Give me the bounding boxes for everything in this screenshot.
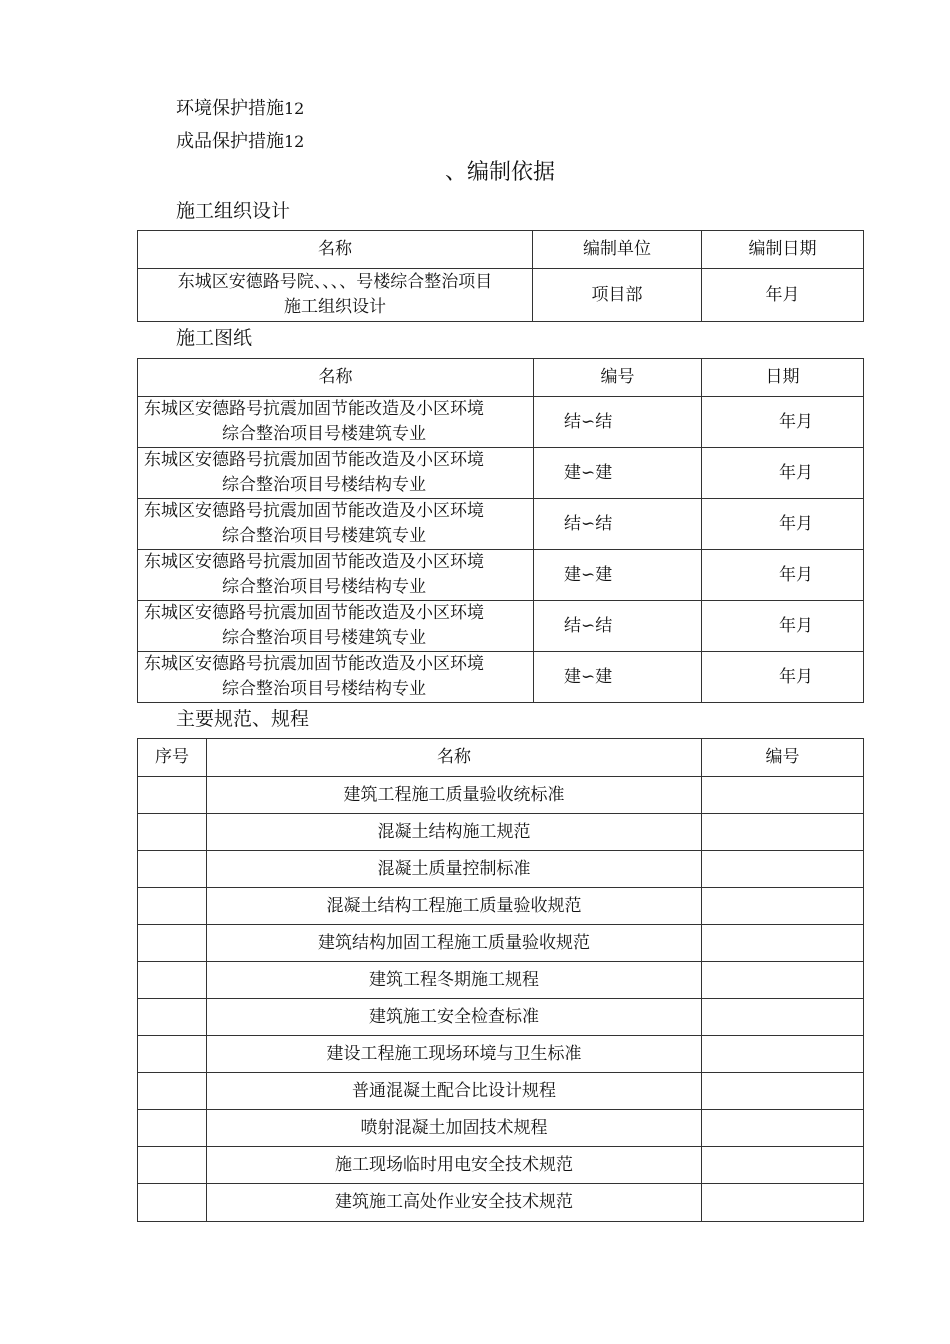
drawing-name-line1: 东城区安德路号抗震加固节能改造及小区环境 [144,654,484,674]
standard-no-cell [138,925,207,962]
table-row [138,999,864,1036]
design-date-cell: 年月 [702,269,864,322]
standard-no-cell [138,777,207,814]
design-heading: 施工组织设计 [176,200,291,222]
drawing-name-line1: 东城区安德路号抗震加固节能改造及小区环境 [144,399,484,419]
standard-no-cell [138,1073,207,1110]
standard-code-cell [702,814,864,851]
drawing-name-line1: 东城区安德路号抗震加固节能改造及小区环境 [144,603,484,623]
toc-entry-page: 12 [284,132,305,151]
standard-code-cell [702,999,864,1036]
col-header-name: 名称 [138,359,534,397]
table-row [138,652,864,703]
drawing-date-cell: 年月 [702,550,864,601]
table-row [138,777,864,814]
drawing-name-line2: 综合整治项目号楼结构专业 [222,679,426,699]
drawing-name-line2: 综合整治项目号楼结构专业 [222,577,426,597]
drawing-code-cell: 结∽结 [534,397,702,448]
standard-code-cell [702,1184,864,1222]
standard-name-cell: 建筑结构加固工程施工质量验收规范 [207,925,702,962]
table-row [138,1184,864,1222]
section-title: 、编制依据 [444,160,555,185]
standard-code-cell [702,1073,864,1110]
standard-name-cell: 建筑施工高处作业安全技术规范 [207,1184,702,1222]
standard-name-cell: 混凝土结构工程施工质量验收规范 [207,888,702,925]
table-row [138,851,864,888]
standards-heading: 主要规范、规程 [176,708,310,730]
standard-name-cell: 建筑工程冬期施工规程 [207,962,702,999]
standard-no-cell [138,999,207,1036]
standard-name-cell: 建设工程施工现场环境与卫生标准 [207,1036,702,1073]
standard-no-cell [138,851,207,888]
table-row [138,1147,864,1184]
standards-table [137,738,864,1222]
design-name-cell [138,269,533,322]
col-header-name: 名称 [207,739,702,777]
drawing-code-cell: 建∽建 [534,550,702,601]
drawing-code-cell: 建∽建 [534,448,702,499]
col-header-name: 名称 [138,231,533,269]
standard-name-cell: 混凝土质量控制标准 [207,851,702,888]
standard-code-cell [702,962,864,999]
table-row [138,962,864,999]
drawing-name-line2: 综合整治项目号楼建筑专业 [222,628,426,648]
standard-name-cell: 建筑施工安全检查标准 [207,999,702,1036]
drawing-name-cell [138,550,534,601]
standard-code-cell [702,851,864,888]
table-row [138,601,864,652]
drawing-name-line2: 综合整治项目号楼建筑专业 [222,526,426,546]
table-row [138,499,864,550]
col-header-date: 日期 [702,359,864,397]
design-name-line2: 施工组织设计 [284,297,386,317]
drawing-name-line2: 综合整治项目号楼建筑专业 [222,424,426,444]
drawing-name-line2: 综合整治项目号楼结构专业 [222,475,426,495]
col-header-code: 编号 [702,739,864,777]
toc-entry [176,97,304,121]
drawing-name-line1: 东城区安德路号抗震加固节能改造及小区环境 [144,552,484,572]
col-header-unit: 编制单位 [533,231,702,269]
table-row [138,925,864,962]
drawing-name-cell [138,397,534,448]
design-unit-cell: 项目部 [533,269,702,322]
drawing-date-cell: 年月 [702,397,864,448]
drawings-heading: 施工图纸 [176,327,253,349]
design-header-row [138,231,864,269]
standard-code-cell [702,1110,864,1147]
toc-entry-text: 环境保护措施 [176,98,284,119]
drawing-date-cell: 年月 [702,499,864,550]
col-header-no: 序号 [138,739,207,777]
col-header-code: 编号 [534,359,702,397]
table-row [138,814,864,851]
standard-code-cell [702,888,864,925]
design-name-line1: 东城区安德路号院、、、、号楼综合整治项目 [177,272,493,292]
drawing-name-cell [138,448,534,499]
toc-entry [176,130,304,154]
drawings-table [137,358,864,703]
drawing-name-line1: 东城区安德路号抗震加固节能改造及小区环境 [144,450,484,470]
standard-code-cell [702,1147,864,1184]
table-row [138,448,864,499]
design-row [138,269,864,322]
standard-name-cell: 喷射混凝土加固技术规程 [207,1110,702,1147]
standard-no-cell [138,1036,207,1073]
standard-code-cell [702,777,864,814]
standards-header-row [138,739,864,777]
standard-no-cell [138,1184,207,1222]
standard-no-cell [138,814,207,851]
standard-name-cell: 施工现场临时用电安全技术规范 [207,1147,702,1184]
standard-no-cell [138,888,207,925]
table-row [138,550,864,601]
drawing-date-cell: 年月 [702,652,864,703]
col-header-date: 编制日期 [702,231,864,269]
drawings-header-row [138,359,864,397]
drawing-name-line1: 东城区安德路号抗震加固节能改造及小区环境 [144,501,484,521]
standard-no-cell [138,1110,207,1147]
table-row [138,888,864,925]
table-row [138,1110,864,1147]
drawing-code-cell: 结∽结 [534,601,702,652]
toc-entry-text: 成品保护措施 [176,131,284,152]
drawing-date-cell: 年月 [702,448,864,499]
table-row [138,1036,864,1073]
drawing-code-cell: 建∽建 [534,652,702,703]
table-row [138,1073,864,1110]
standard-no-cell [138,1147,207,1184]
standard-name-cell: 普通混凝土配合比设计规程 [207,1073,702,1110]
table-row [138,397,864,448]
standard-name-cell: 建筑工程施工质量验收统标准 [207,777,702,814]
standard-name-cell: 混凝土结构施工规范 [207,814,702,851]
design-table [137,230,864,322]
drawing-name-cell [138,601,534,652]
drawing-date-cell: 年月 [702,601,864,652]
drawing-name-cell [138,499,534,550]
toc-entry-page: 12 [284,99,305,118]
standard-code-cell [702,925,864,962]
drawing-code-cell: 结∽结 [534,499,702,550]
standard-code-cell [702,1036,864,1073]
standard-no-cell [138,962,207,999]
drawing-name-cell [138,652,534,703]
